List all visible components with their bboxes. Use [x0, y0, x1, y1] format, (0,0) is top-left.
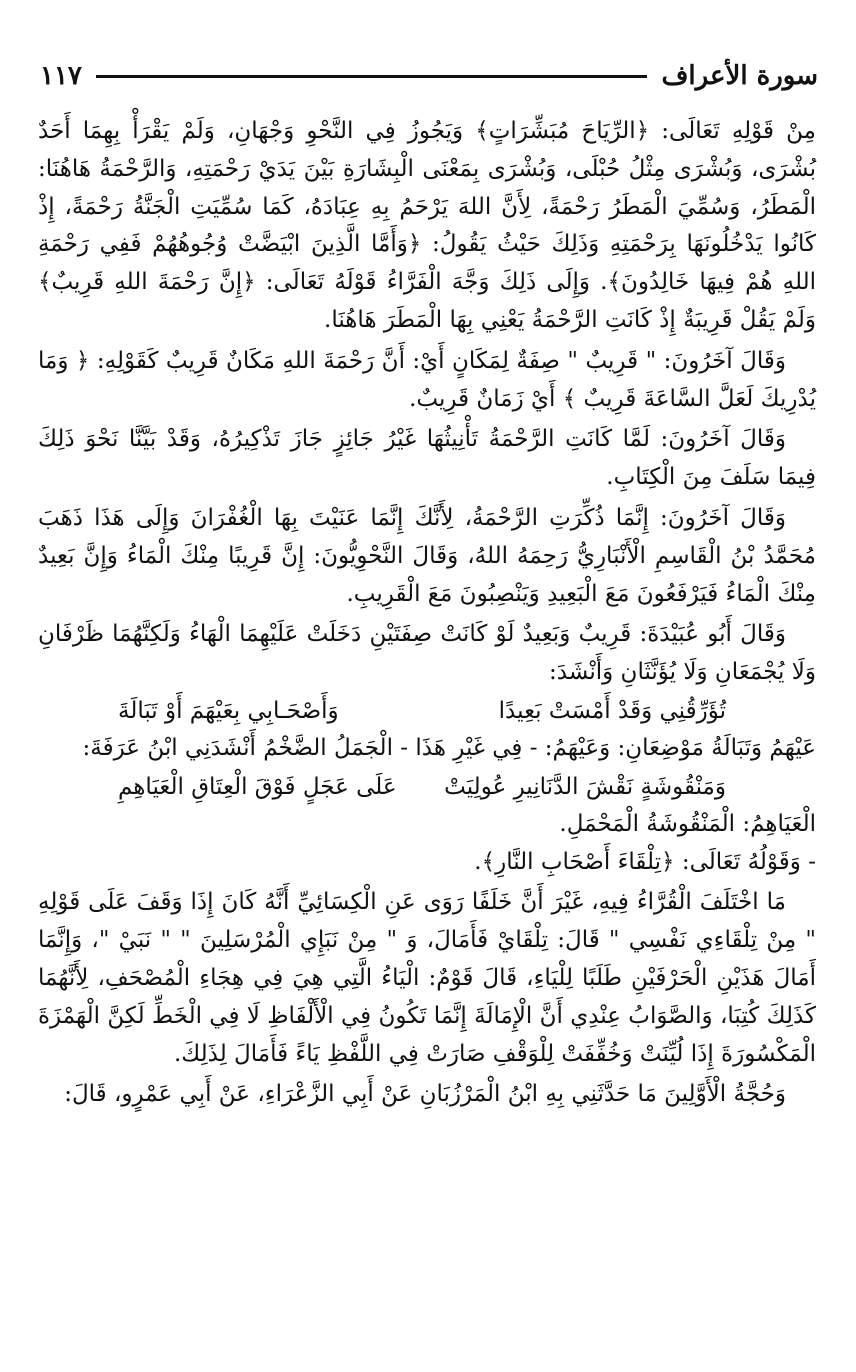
poetry-verse-1: [38, 692, 816, 730]
quran-quote-line: - وَقَوْلُهُ تَعَالَى: ﴿تِلْقَاءَ أَصْحَابِ النَّارِ﴾.: [474, 848, 816, 875]
surah-title: سورة الأعراف: [661, 61, 818, 91]
verse-2-explanation: الْعَيَاهِمُ: الْمَنْقُوشَةُ الْمَحْمَلِ.: [559, 810, 816, 837]
poetry-verse-2: [38, 768, 816, 806]
verse-1-explanation: عَيْهَمُ وَتَبَالَةُ مَوْضِعَانِ: وَعَيْهَمُ: - فِي غَيْرِ هَذَا - الْجَمَلُ الضَّخْمُ أَنْشَدَنِي ابْنُ عَرَفَةَ:: [82, 734, 816, 761]
closing-paragraph-1: مَا اخْتَلَفَ الْقُرَّاءُ فِيهِ، غَيْرَ أَنَّ خَلَفًا رَوَى عَنِ الْكِسَائِيِّ أَنَّهُ كَانَ إِذَا وَقَفَ عَلَى قَوْلِهِ " مِنْ تِلْقَاءِي نَفْسِي " قَالَ: تِلْقَايْ فَأَمَالَ، وَ " مِنْ نَبَإِي الْمُرْسَلِينَ " " نَبَيْ "، وَإِنَّمَا أَمَالَ هَذَيْنِ الْحَرْفَيْنِ طَلَبًا لِلْيَاءِ، قَالَ قَوْمٌ: الْيَاءُ الَّتِي هِيَ فِي هِجَاءِ الْمُصْحَفِ، لِأَنَّهُمَا كَذَلِكَ كُتِبَا، وَالصَّوَابُ عِنْدِي أَنَّ الْإِمَالَةَ إِنَّمَا تَكُونُ فِي الْأَلْفَاظِ لَا فِي الْخَطِّ لَكِنَّ الْهَمْزَةَ الْمَكْسُورَةَ إِذَا لُيِّنَتْ وَخُفِّفَتْ لِلْوَقْفِ صَارَتْ فِي اللَّفْظِ يَاءً فَأَمَالَ لِذَلِكَ.: [38, 889, 816, 1067]
paragraph-2: وَقَالَ آخَرُونَ: " قَرِيبٌ " صِفَةٌ لِمَكَانٍ أَيْ: أَنَّ رَحْمَةَ اللهِ مَكَانٌ قَرِيبٌ كَقَوْلِهِ: ﴿ وَمَا يُدْرِيكَ لَعَلَّ السَّاعَةَ قَرِيبٌ ﴾ أَيْ زَمَانٌ قَرِيبٌ.: [38, 347, 816, 412]
verse-2-second-hemistich: عَلَى عَجَلٍ فَوْقَ الْعِتَاقِ الْعَيَاهِمِ: [118, 773, 397, 800]
verse-1-second-hemistich: وَأَصْحَـابِي بِعَيْهَمَ أَوْ تَبَالَةَ: [118, 697, 339, 724]
verse-2-first-hemistich: وَمَنْقُوشَةٍ نَقْشَ الدَّنَانِيرِ عُولِيَتْ: [444, 773, 726, 800]
verse-1-first-hemistich: تُؤَرِّقُنِي وَقَدْ أَمْسَتْ بَعِيدًا: [498, 697, 726, 724]
header-rule: [96, 75, 648, 78]
paragraph-4: وَقَالَ آخَرُونَ: إِنَّمَا ذُكِّرَتِ الرَّحْمَةُ، لِأَنَّكَ إِنَّمَا عَنَيْتَ بِهَا الْغُفْرَانَ وَإِلَى هَذَا ذَهَبَ مُحَمَّدُ بْنُ الْقَاسِمِ الْأَنْبَارِيُّ رَحِمَهُ اللهُ، وَقَالَ النَّحْوِيُّونَ: إِنَّ قَرِيبًا مِنْكَ الْمَاءُ وَإِنَّ بَعِيدٌ مِنْكَ الْمَاءُ فَيَرْفَعُونَ مَعَ الْبَعِيدِ وَيَنْصِبُونَ مَعَ الْقَرِيبِ.: [38, 504, 816, 607]
page-header: [40, 56, 818, 96]
paragraph-3: وَقَالَ آخَرُونَ: لَمَّا كَانَتِ الرَّحْمَةُ تَأْنِيثُهَا غَيْرُ جَائِزٍ جَازَ تَذْكِيرُهُ، وَقَدْ بَيَّنَّا نَحْوَ ذَلِكَ فِيمَا سَلَفَ مِنَ الْكِتَابِ.: [38, 426, 816, 491]
closing-paragraph-2: وَحُجَّةُ الْأَوَّلِينَ مَا حَدَّثَنِي بِهِ ابْنُ الْمَرْزُبَانِ عَنْ أَبِي الزَّعْرَاءِ، عَنْ أَبِي عَمْرٍو، قَالَ:: [64, 1081, 786, 1108]
page-number: ١١٧: [40, 61, 82, 91]
paragraph-1: مِنْ قَوْلِهِ تَعَالَى: ﴿الرِّيَاحَ مُبَشِّرَاتٍ﴾ وَيَجُوزُ فِي النَّحْوِ وَجْهَانِ، وَلَمْ يَقْرَأْ بِهِمَا أَحَدٌ بُشْرَى، وَبُشْرَى مِثْلُ حُبْلَى، وَبُشْرَى بِمَعْنَى الْبِشَارَةِ بَيْنَ يَدَيْ رَحْمَتِهِ، وَالرَّحْمَةُ هَاهُنَا: الْمَطَرُ، وَسُمِّيَ الْمَطَرُ رَحْمَةً، لِأَنَّ اللهَ يَرْحَمُ بِهِ عِبَادَهُ، كَمَا سُمِّيَتِ الْجَنَّةُ رَحْمَةً، إِذْ كَانُوا يَدْخُلُونَهَا بِرَحْمَتِهِ وَذَلِكَ حَيْثُ يَقُولُ: ﴿وَأَمَّا الَّذِينَ ابْيَضَّتْ وُجُوهُهُمْ فَفِي رَحْمَةِ اللهِ هُمْ فِيهَا خَالِدُونَ﴾. وَإِلَى ذَلِكَ وَجَّهَ الْفَرَّاءُ قَوْلَهُ تَعَالَى: ﴿إِنَّ رَحْمَةَ اللهِ قَرِيبٌ﴾ وَلَمْ يَقُلْ قَرِيبَةٌ إِذْ كَانَتِ الرَّحْمَةُ يَعْنِي بِهَا الْمَطَرَ هَاهُنَا.: [38, 118, 816, 333]
paragraph-5: وَقَالَ أَبُو عُبَيْدَةَ: قَرِيبٌ وَبَعِيدٌ لَوْ كَانَتْ صِفَتَيْنِ دَخَلَتْ عَلَيْهِمَا الْهَاءُ وَلَكِنَّهُمَا ظَرْفَانِ وَلَا يُجْمَعَانِ وَلَا يُؤَنَّثَانِ وَأَنْشَدَ:: [38, 621, 816, 686]
page-body: [38, 113, 816, 1114]
